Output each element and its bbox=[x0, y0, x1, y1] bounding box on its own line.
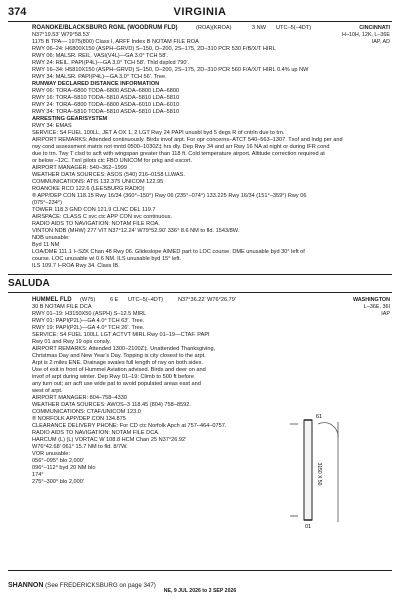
hummel-line: RWY 19: PAPI(P2L)—GA 4.0° TCH 26′. Tree. bbox=[32, 325, 145, 331]
hummel-line: any turn out; arr acft use wide pat to avoid populated areas east and bbox=[32, 381, 201, 387]
page-footer: NE, 9 JUL 2026 to 3 SEP 2026 bbox=[163, 588, 237, 594]
hummel-line: Christmas Day and New Year’s Day. Topping is city closest to the arpt. bbox=[32, 353, 206, 359]
roanoke-line: RWY 06: TORA–6800 TODA–6800 ASDA–6800 LDA–6800 bbox=[32, 88, 180, 94]
roanoke-line: RADIO AIDS TO NAVIGATION: NOTAM FILE ROA. bbox=[32, 221, 160, 227]
section-rule bbox=[8, 570, 392, 571]
roanoke-line: 1175 B TPA— 1975(800) Class I, ARFF Index B NOTAM FILE ROA bbox=[32, 39, 199, 45]
hummel-line: COMMUNICATIONS: CTAF/UNICOM 123.0 bbox=[32, 409, 141, 415]
hummel-line: AIRPORT REMARKS: Attended 1300–2100Z‡. Unattended Thanksgiving, bbox=[32, 346, 216, 352]
page-number: 374 bbox=[8, 6, 27, 18]
roanoke-line: RWY 06: MALSR. REIL. VASI(V4L)—GA 3.0° TCH 58′. bbox=[32, 53, 168, 59]
roanoke-line: ILS 109.7 I–ROA Rwy 34. Class IB. bbox=[32, 263, 120, 269]
section-rule bbox=[8, 292, 392, 293]
hummel-line: Rwy 01 and Rwy 19 ops consly. bbox=[32, 339, 111, 345]
hummel-line: Use of exit in front of Hummel Aviation advised. Birds and deer on and bbox=[32, 367, 206, 373]
roanoke-line: RWY 34: EMAS bbox=[32, 123, 72, 129]
chart-name-hummel: WASHINGTON bbox=[352, 297, 390, 303]
hummel-line: SERVICE: S4 FUEL 100LL LGT ACTVT MIRL Rwy 01–19—CTAF. PAPI bbox=[32, 332, 210, 338]
airport-diagram bbox=[240, 410, 390, 530]
state-title: VIRGINIA bbox=[173, 6, 227, 18]
section-rule bbox=[8, 274, 392, 275]
airport-coords-hummel: N37°36.22′ W76°26.79′ bbox=[178, 297, 236, 303]
airport-coords-roanoke: N37°19.53′ W79°58.53′ bbox=[32, 32, 90, 38]
shannon-ref: (See FREDERICKSBURG on page 347) bbox=[45, 582, 156, 589]
hummel-line: HARCUM (L) (L) VORTAC W 108.8 HCM Chan 25 N37°26.92′ bbox=[32, 437, 187, 443]
airport-dist-roanoke: 3 NW bbox=[252, 25, 266, 31]
roanoke-line: RWY 16–34: H5810X150 (ASPH–GRVD) S–150, D–200, 2S–175, 2D–310 PCR 560 F/A/X/T HIRL 0.4% up NW bbox=[32, 67, 309, 73]
roanoke-line: due to trn. Twy T clsd to acft with wingspan greater than 118 ft. Cold temperature airport. Altitude correction required at bbox=[32, 151, 325, 157]
airport-diagram-svg bbox=[240, 410, 390, 530]
roanoke-line: AIRSPACE: CLASS C svc ctc APP CON svc continuous. bbox=[32, 214, 172, 220]
roanoke-line: NDB unusable: bbox=[32, 235, 70, 241]
hummel-line: west of arpt. bbox=[32, 388, 63, 394]
roanoke-line: WEATHER DATA SOURCES: ASOS (540) 216–0158 LLWAS. bbox=[32, 172, 185, 178]
hummel-line: CLEARANCE DELIVERY PHONE: For CD ctc Norfolk Apch at 757–464–0757. bbox=[32, 423, 227, 429]
roanoke-line: rwy cond assessment matrix not mntd 0500–1030Z‡ hrs dly. Dep Rwy 34 and arr Rwy 16 NA at night or during IFR cond bbox=[32, 144, 330, 150]
hummel-line: 174° bbox=[32, 472, 44, 478]
roanoke-line: COMMUNICATIONS: ATIS 132.375 UNICOM 122.95 bbox=[32, 179, 164, 185]
ramp-outline bbox=[318, 423, 338, 438]
hummel-line: WEATHER DATA SOURCES: AWOS–3 118.45 (804) 758–8592. bbox=[32, 402, 191, 408]
iap-hummel: IAP bbox=[381, 311, 390, 317]
iap-roanoke: IAP, AD bbox=[371, 39, 390, 45]
roanoke-line: (075°–234°) bbox=[32, 200, 62, 206]
hummel-line: RWY 01: PAPI(P2L)—GA 4.0° TCH 63′. Tree. bbox=[32, 318, 145, 324]
chart-codes-roanoke: H–10H, 12K, L–36E bbox=[342, 32, 390, 38]
roanoke-line: ® APP/DEP CON 118.15 Rwy 16/34 (360°–150°) Rwy 06 (235°–074°) 133.225 Rwy 16/34 (151°–359°) Rwy 06 bbox=[32, 193, 307, 199]
hummel-line: 096°–112° byd 20 NM blo bbox=[32, 465, 96, 471]
hummel-line: VOR unusable: bbox=[32, 451, 70, 457]
hummel-line: invof of arpt during winter. Dep Rwy 01–19: Climb to 500 ft before bbox=[32, 374, 194, 380]
roanoke-line: VINTON NDB (MHW) 277 VIT N37°12.24′ W79°52.90′ 336° 8.6 NM to fld. 1543/8W. bbox=[32, 228, 240, 234]
roanoke-line: TOWER 118.3 GND CON 121.9 CLNC DEL 119.7 bbox=[32, 207, 156, 213]
roanoke-line: RWY 34: MALSR. PAPI(P4L)—GA 3.0° TCH 56′. Tree. bbox=[32, 74, 167, 80]
airport-utc-roanoke: UTC–5(–4DT) bbox=[276, 25, 312, 31]
roanoke-line: RWY 34: TORA–5810 TODA–5810 ASDA–5810 LDA–5810 bbox=[32, 109, 180, 115]
airport-ident-roanoke: (ROA)(KROA) bbox=[196, 25, 232, 31]
roanoke-line: RWY 06–24: H6800X150 (ASPH–GRVD) S–150, D–200, 2S–175, 2D–310 PCR 530 F/B/X/T HIRL bbox=[32, 46, 276, 52]
airport-dist-hummel: 6 E bbox=[110, 297, 119, 303]
airport-title-roanoke[interactable]: ROANOKE/BLACKSBURG RGNL (WOODRUM FLD) bbox=[32, 25, 178, 31]
runway-dimension-label: 3150 X 50 bbox=[316, 462, 322, 486]
page-header bbox=[8, 6, 392, 20]
hummel-line: RWY 01–19: H3150X50 (ASPH) S–12.5 MIRL bbox=[32, 311, 147, 317]
roanoke-line: course. LOC unusable wi 0.6 NM. ILS unusable byd 15° left. bbox=[32, 256, 181, 262]
roanoke-line: RWY 16: TORA–5810 TODA–5810 ASDA–5810 LDA–5810 bbox=[32, 95, 180, 101]
section-title-saluda: SALUDA bbox=[8, 278, 50, 289]
hummel-line: 056°–095° blo 2,000′ bbox=[32, 458, 84, 464]
roanoke-line: ARRESTING GEAR/SYSTEM bbox=[32, 116, 108, 122]
shannon-title: SHANNON bbox=[8, 582, 44, 589]
roanoke-line: AIRPORT REMARKS: Attended continuously. Birds invof arpt. For opr concerns–ATCT 540–563–1307. Txof and lndg per and bbox=[32, 137, 343, 143]
airport-utc-hummel: UTC–5(–4DT) bbox=[128, 297, 164, 303]
roanoke-line: ROANOKE RCO 122.6 (LEESBURG RADIO) bbox=[32, 186, 145, 192]
roanoke-line: AIRPORT MANAGER: 540–362–1999 bbox=[32, 165, 127, 171]
runway-end-19: 61 bbox=[316, 414, 322, 420]
roanoke-line: SERVICE: S4 FUEL 100LL, JET A OX 1, 2 LGT Rwy 24 PAPI unusbl byd 5 degs R of cntrln due to trn. bbox=[32, 130, 285, 136]
hummel-line: 30 B NOTAM FILE DCA bbox=[32, 304, 92, 310]
roanoke-line: or below –12C. Txnl pilots ctc FBO UNICOM for prkg and escort. bbox=[32, 158, 192, 164]
roanoke-line: RUNWAY DECLARED DISTANCE INFORMATION bbox=[32, 81, 160, 87]
hummel-line: RADIO AIDS TO NAVIGATION: NOTAM FILE DCA. bbox=[32, 430, 160, 436]
roanoke-line: LOA/DME 111.1 I–SZK Chan 48 Rwy 06. Glideslope AIMED part to LOC course. DME unusable byd 30° left of bbox=[32, 249, 305, 255]
roanoke-line: RWY 24: REIL. PAPI(P4L)—GA 3.0° TCH 58′. Thld dsplcd 790′. bbox=[32, 60, 190, 66]
airport-ident-hummel: (W75) bbox=[80, 297, 96, 303]
header-rule bbox=[8, 21, 392, 22]
chart-name-roanoke: CINCINNATI bbox=[359, 25, 390, 31]
chart-codes-hummel: L–36E, 36I bbox=[363, 304, 390, 310]
runway-01-19 bbox=[304, 420, 312, 520]
hummel-line: ® NORFOLK APP/DEP CON 134.875 bbox=[32, 416, 126, 422]
hummel-line: AIRPORT MANAGER: 804–758–4330 bbox=[32, 395, 127, 401]
runway-end-01: 01 bbox=[305, 524, 311, 530]
roanoke-line: RWY 24: TORA–6800 TODA–6800 ASDA–6010 LDA–6010 bbox=[32, 102, 180, 108]
hummel-line: 275°–300° blo 2,000′ bbox=[32, 479, 84, 485]
airport-title-hummel[interactable]: HUMMEL FLD bbox=[32, 297, 72, 303]
hummel-line: Arpt is 2 miles ENE. Drainage swales full length of rwy on both sides. bbox=[32, 360, 203, 366]
roanoke-line: Byd 11 NM bbox=[32, 242, 60, 248]
hummel-line: W76°42.68′ 061° 15.7 NM to fld. 8/7W. bbox=[32, 444, 128, 450]
